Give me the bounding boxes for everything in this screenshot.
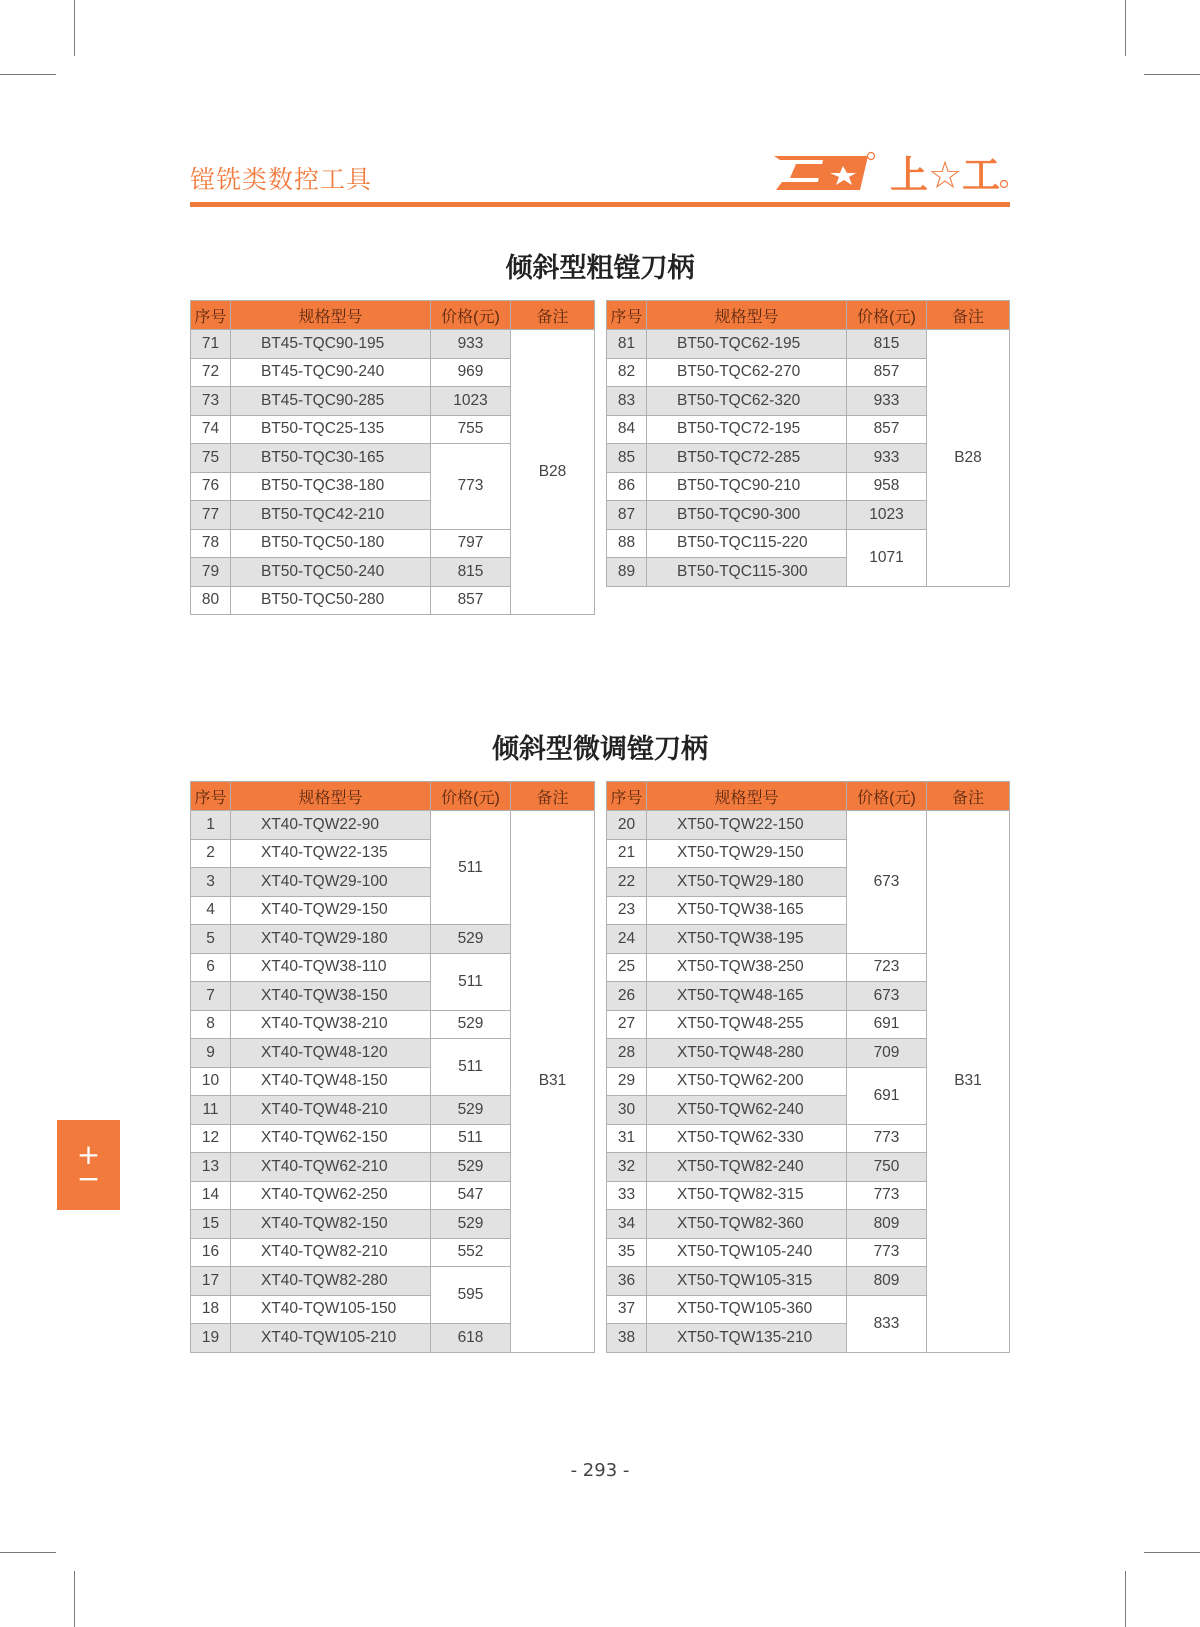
cell-no: 13 — [191, 1153, 231, 1182]
header-rule — [190, 202, 1010, 207]
rough-boring-table-right — [606, 300, 1010, 587]
brand-text: 上☆工 — [890, 153, 1001, 196]
cell-price: 529 — [431, 925, 511, 954]
col-header-model: 规格型号 — [231, 782, 431, 811]
cell-no: 30 — [607, 1096, 647, 1125]
col-header-price: 价格(元) — [847, 301, 927, 330]
table-header-row — [607, 301, 1010, 330]
cell-no: 33 — [607, 1181, 647, 1210]
cell-no: 85 — [607, 444, 647, 473]
cell-model: BT50-TQC50-180 — [231, 529, 431, 558]
crop-mark — [1144, 1552, 1200, 1553]
cell-model: BT50-TQC90-300 — [647, 501, 847, 530]
brand-logo — [768, 148, 1013, 196]
cell-remark: B28 — [927, 330, 1010, 587]
crop-mark — [74, 0, 75, 56]
cell-no: 80 — [191, 586, 231, 615]
cell-no: 9 — [191, 1039, 231, 1068]
cell-no: 37 — [607, 1295, 647, 1324]
cell-no: 12 — [191, 1124, 231, 1153]
cell-model: XT50-TQW38-250 — [647, 953, 847, 982]
cell-price: 709 — [847, 1039, 927, 1068]
cell-remark: B28 — [511, 330, 595, 615]
cell-model: BT50-TQC30-165 — [231, 444, 431, 473]
col-header-remark: 备注 — [927, 782, 1010, 811]
cell-price: 547 — [431, 1181, 511, 1210]
section-title: 倾斜型粗镗刀柄 — [505, 253, 695, 284]
cell-model: BT50-TQC42-210 — [231, 501, 431, 530]
table-header-row — [191, 782, 595, 811]
cell-model: XT40-TQW38-210 — [231, 1010, 431, 1039]
cell-model: XT40-TQW29-100 — [231, 868, 431, 897]
cell-model: XT40-TQW48-210 — [231, 1096, 431, 1125]
cell-no: 6 — [191, 953, 231, 982]
cell-model: XT50-TQW29-150 — [647, 839, 847, 868]
cell-no: 23 — [607, 896, 647, 925]
cell-no: 10 — [191, 1067, 231, 1096]
cell-price: 529 — [431, 1010, 511, 1039]
page-header-title: 镗铣类数控工具 — [190, 165, 373, 194]
crop-mark — [0, 74, 56, 75]
fine-boring-table-right — [606, 781, 1010, 1353]
cell-remark: B31 — [927, 811, 1010, 1353]
cell-no: 86 — [607, 472, 647, 501]
cell-model: XT50-TQW29-180 — [647, 868, 847, 897]
col-header-no: 序号 — [191, 301, 231, 330]
cell-model: XT40-TQW22-135 — [231, 839, 431, 868]
cell-price: 1023 — [847, 501, 927, 530]
cell-model: XT40-TQW62-250 — [231, 1181, 431, 1210]
cell-model: XT50-TQW48-255 — [647, 1010, 847, 1039]
cell-no: 28 — [607, 1039, 647, 1068]
table-row — [607, 811, 1010, 840]
col-header-remark: 备注 — [511, 301, 595, 330]
cell-price: 511 — [431, 953, 511, 1010]
rough-boring-table-left — [190, 300, 595, 615]
cell-model: XT40-TQW105-210 — [231, 1324, 431, 1353]
cell-no: 26 — [607, 982, 647, 1011]
cell-model: BT50-TQC72-195 — [647, 415, 847, 444]
cell-price: 511 — [431, 1039, 511, 1096]
cell-no: 83 — [607, 387, 647, 416]
cell-price: 833 — [847, 1295, 927, 1352]
cell-price: 1071 — [847, 529, 927, 586]
cell-model: BT45-TQC90-240 — [231, 358, 431, 387]
cell-model: XT50-TQW48-280 — [647, 1039, 847, 1068]
cell-no: 87 — [607, 501, 647, 530]
cell-price: 797 — [431, 529, 511, 558]
cell-price: 857 — [847, 358, 927, 387]
col-header-price: 价格(元) — [431, 301, 511, 330]
cell-no: 5 — [191, 925, 231, 954]
cell-model: XT50-TQW62-330 — [647, 1124, 847, 1153]
cell-price: 511 — [431, 1124, 511, 1153]
cell-no: 1 — [191, 811, 231, 840]
cell-model: XT40-TQW38-150 — [231, 982, 431, 1011]
cell-price: 691 — [847, 1010, 927, 1039]
col-header-remark: 备注 — [511, 782, 595, 811]
cell-remark: B31 — [511, 811, 595, 1353]
cell-no: 25 — [607, 953, 647, 982]
cell-no: 71 — [191, 330, 231, 359]
cell-no: 3 — [191, 868, 231, 897]
cell-no: 36 — [607, 1267, 647, 1296]
cell-price: 1023 — [431, 387, 511, 416]
cell-no: 31 — [607, 1124, 647, 1153]
cell-price: 809 — [847, 1267, 927, 1296]
cell-model: BT50-TQC90-210 — [647, 472, 847, 501]
cell-model: XT50-TQW62-240 — [647, 1096, 847, 1125]
col-header-model: 规格型号 — [231, 301, 431, 330]
table-header-row — [191, 301, 595, 330]
cell-no: 22 — [607, 868, 647, 897]
cell-model: XT40-TQW105-150 — [231, 1295, 431, 1324]
col-header-no: 序号 — [607, 782, 647, 811]
cell-model: BT50-TQC115-220 — [647, 529, 847, 558]
cell-model: BT50-TQC25-135 — [231, 415, 431, 444]
section-title: 倾斜型微调镗刀柄 — [492, 734, 708, 765]
cell-model: XT50-TQW82-360 — [647, 1210, 847, 1239]
cell-no: 15 — [191, 1210, 231, 1239]
cell-price: 969 — [431, 358, 511, 387]
crop-mark — [0, 1552, 56, 1553]
cell-no: 88 — [607, 529, 647, 558]
cell-price: 673 — [847, 982, 927, 1011]
cell-model: BT50-TQC115-300 — [647, 558, 847, 587]
table-row — [607, 330, 1010, 359]
cell-price: 529 — [431, 1096, 511, 1125]
cell-model: BT50-TQC72-285 — [647, 444, 847, 473]
cell-price: 933 — [847, 387, 927, 416]
table-header-row — [607, 782, 1010, 811]
cell-price: 773 — [847, 1181, 927, 1210]
plus-icon: + — [76, 1138, 101, 1171]
cell-model: XT50-TQW82-240 — [647, 1153, 847, 1182]
cell-no: 76 — [191, 472, 231, 501]
cell-no: 89 — [607, 558, 647, 587]
cell-model: XT40-TQW22-90 — [231, 811, 431, 840]
cell-no: 29 — [607, 1067, 647, 1096]
cell-no: 81 — [607, 330, 647, 359]
cell-no: 38 — [607, 1324, 647, 1353]
cell-model: BT50-TQC38-180 — [231, 472, 431, 501]
cell-price: 857 — [847, 415, 927, 444]
cell-price: 755 — [431, 415, 511, 444]
cell-price: 511 — [431, 811, 511, 925]
table-row — [191, 330, 595, 359]
cell-no: 17 — [191, 1267, 231, 1296]
cell-model: XT50-TQW105-360 — [647, 1295, 847, 1324]
cell-price: 933 — [431, 330, 511, 359]
cell-no: 79 — [191, 558, 231, 587]
cell-model: XT40-TQW38-110 — [231, 953, 431, 982]
cell-price: 595 — [431, 1267, 511, 1324]
crop-mark — [1125, 0, 1126, 56]
cell-price: 933 — [847, 444, 927, 473]
cell-model: XT40-TQW48-120 — [231, 1039, 431, 1068]
cell-model: XT50-TQW62-200 — [647, 1067, 847, 1096]
col-header-remark: 备注 — [927, 301, 1010, 330]
cell-no: 77 — [191, 501, 231, 530]
cell-no: 16 — [191, 1238, 231, 1267]
cell-no: 14 — [191, 1181, 231, 1210]
cell-no: 2 — [191, 839, 231, 868]
cell-model: XT40-TQW62-150 — [231, 1124, 431, 1153]
cell-no: 72 — [191, 358, 231, 387]
cell-model: XT50-TQW22-150 — [647, 811, 847, 840]
cell-price: 529 — [431, 1210, 511, 1239]
cell-model: XT50-TQW48-165 — [647, 982, 847, 1011]
cell-price: 552 — [431, 1238, 511, 1267]
cell-model: BT45-TQC90-285 — [231, 387, 431, 416]
minus-icon: − — [76, 1162, 101, 1195]
fine-boring-table-left — [190, 781, 595, 1353]
cell-model: BT45-TQC90-195 — [231, 330, 431, 359]
cell-model: BT50-TQC50-240 — [231, 558, 431, 587]
cell-model: XT40-TQW82-150 — [231, 1210, 431, 1239]
cell-price: 809 — [847, 1210, 927, 1239]
cell-model: XT40-TQW62-210 — [231, 1153, 431, 1182]
col-header-no: 序号 — [607, 301, 647, 330]
cell-price: 773 — [847, 1124, 927, 1153]
col-header-model: 规格型号 — [647, 782, 847, 811]
col-header-price: 价格(元) — [431, 782, 511, 811]
cell-model: XT40-TQW29-150 — [231, 896, 431, 925]
col-header-no: 序号 — [191, 782, 231, 811]
crop-mark — [74, 1571, 75, 1627]
page-number: - 293 - — [570, 1460, 630, 1481]
cell-no: 84 — [607, 415, 647, 444]
cell-price: 958 — [847, 472, 927, 501]
cell-no: 32 — [607, 1153, 647, 1182]
cell-price: 529 — [431, 1153, 511, 1182]
cell-price: 723 — [847, 953, 927, 982]
cell-model: XT50-TQW105-240 — [647, 1238, 847, 1267]
cell-model: XT50-TQW38-165 — [647, 896, 847, 925]
cell-price: 618 — [431, 1324, 511, 1353]
col-header-price: 价格(元) — [847, 782, 927, 811]
cell-no: 4 — [191, 896, 231, 925]
cell-price: 691 — [847, 1067, 927, 1124]
col-header-model: 规格型号 — [647, 301, 847, 330]
cell-model: BT50-TQC62-270 — [647, 358, 847, 387]
cell-no: 24 — [607, 925, 647, 954]
cell-no: 7 — [191, 982, 231, 1011]
cell-price: 815 — [431, 558, 511, 587]
cell-no: 35 — [607, 1238, 647, 1267]
cell-model: XT40-TQW48-150 — [231, 1067, 431, 1096]
cell-model: BT50-TQC50-280 — [231, 586, 431, 615]
cell-no: 74 — [191, 415, 231, 444]
cell-model: XT50-TQW105-315 — [647, 1267, 847, 1296]
cell-model: BT50-TQC62-195 — [647, 330, 847, 359]
cell-no: 34 — [607, 1210, 647, 1239]
cell-no: 18 — [191, 1295, 231, 1324]
cell-model: XT40-TQW82-280 — [231, 1267, 431, 1296]
cell-no: 21 — [607, 839, 647, 868]
sg-logo-icon — [768, 148, 1013, 196]
cell-no: 11 — [191, 1096, 231, 1125]
cell-price: 857 — [431, 586, 511, 615]
crop-mark — [1144, 74, 1200, 75]
cell-no: 78 — [191, 529, 231, 558]
crop-mark — [1125, 1571, 1126, 1627]
cell-no: 19 — [191, 1324, 231, 1353]
cell-price: 673 — [847, 811, 927, 954]
cell-price: 750 — [847, 1153, 927, 1182]
cell-model: BT50-TQC62-320 — [647, 387, 847, 416]
cell-model: XT40-TQW29-180 — [231, 925, 431, 954]
cell-no: 75 — [191, 444, 231, 473]
cell-model: XT40-TQW82-210 — [231, 1238, 431, 1267]
cell-price: 773 — [847, 1238, 927, 1267]
cell-no: 82 — [607, 358, 647, 387]
cell-no: 20 — [607, 811, 647, 840]
section-side-tab[interactable] — [57, 1120, 120, 1210]
cell-model: XT50-TQW82-315 — [647, 1181, 847, 1210]
cell-no: 27 — [607, 1010, 647, 1039]
cell-no: 73 — [191, 387, 231, 416]
cell-model: XT50-TQW38-195 — [647, 925, 847, 954]
cell-price: 773 — [431, 444, 511, 530]
table-row — [191, 811, 595, 840]
cell-price: 815 — [847, 330, 927, 359]
cell-model: XT50-TQW135-210 — [647, 1324, 847, 1353]
cell-no: 8 — [191, 1010, 231, 1039]
